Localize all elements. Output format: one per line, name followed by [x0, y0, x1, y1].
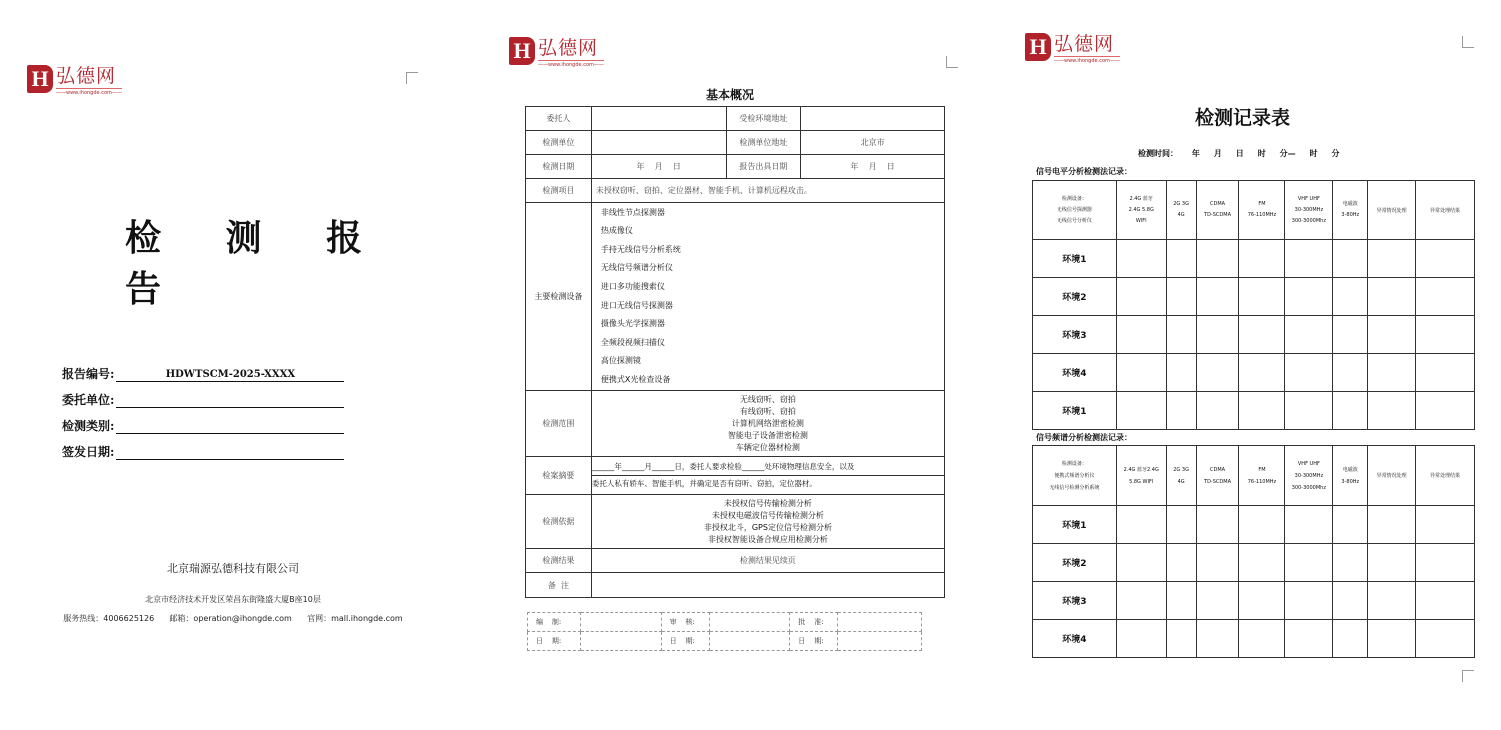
overview-title: 基本概况: [706, 88, 755, 102]
issue-date-field: [62, 443, 344, 460]
header-line: WIFI: [1135, 217, 1147, 224]
report-number-value[interactable]: HDWTSCM-2025-XXXX: [116, 367, 344, 382]
test-items-label: 检测项目: [526, 179, 592, 203]
site-address-value[interactable]: [801, 107, 945, 131]
list-item: 无线窃听、窃拍: [739, 394, 796, 404]
header-line: 无线信号探测器: [1056, 206, 1092, 213]
client-value[interactable]: [591, 107, 726, 131]
cell[interactable]: [1239, 544, 1285, 582]
approver-label: 批 准:: [790, 613, 838, 632]
list-item: 手持无线信号分析系统: [600, 244, 681, 254]
header-line: 2G 3G: [1173, 466, 1189, 473]
band-header: [1239, 446, 1285, 506]
band-header: [1239, 181, 1285, 240]
list-item: 非授权智能设备合规应用检测分析: [707, 534, 828, 544]
company-name: 北京瑞源弘德科技有限公司: [167, 562, 299, 575]
header-line: 检测设备：: [1061, 195, 1087, 202]
cell[interactable]: [1196, 316, 1239, 354]
cell[interactable]: [1333, 620, 1368, 658]
logo-icon: H: [509, 37, 535, 65]
cell[interactable]: [1196, 240, 1239, 278]
cell[interactable]: [1116, 506, 1166, 544]
cell[interactable]: [1116, 316, 1166, 354]
band-header: [1116, 181, 1166, 240]
list-item: 车辆定位器材检测: [735, 442, 800, 452]
cell[interactable]: [1285, 506, 1333, 544]
list-item: 进口无线信号探测器: [600, 300, 673, 310]
brand-name: 弘德网: [1054, 33, 1115, 55]
cell[interactable]: [1196, 354, 1239, 392]
cell[interactable]: [1116, 392, 1166, 430]
header-line: 300-3000Mhz: [1291, 217, 1326, 224]
header-line: 3-80Hz: [1341, 212, 1360, 218]
unit-address-value[interactable]: 北京市: [801, 131, 945, 155]
cell[interactable]: [1285, 582, 1333, 620]
cell[interactable]: [1196, 582, 1239, 620]
env-label: 环境3: [1033, 316, 1117, 354]
header-line: VHF UHF: [1297, 195, 1320, 202]
unit-value[interactable]: [591, 131, 726, 155]
cell[interactable]: [1285, 316, 1333, 354]
cell[interactable]: [1166, 620, 1196, 658]
env-label: 环境2: [1033, 278, 1117, 316]
field-label: 检测类别:: [62, 419, 115, 433]
test-date-value[interactable]: 年 月 日: [591, 155, 726, 179]
report-number-field: [62, 365, 344, 382]
cell[interactable]: [1166, 506, 1196, 544]
spectrum-section-title: 信号频谱分析检测法记录：: [1036, 433, 1132, 442]
client-unit-field: [62, 391, 344, 408]
cell[interactable]: [1239, 582, 1285, 620]
list-item: 未授权信号传输检测分析: [723, 498, 812, 508]
cell[interactable]: [1116, 544, 1166, 582]
cell[interactable]: [1239, 240, 1285, 278]
field-label: 委托单位:: [62, 393, 115, 407]
cell[interactable]: [1333, 506, 1368, 544]
cell[interactable]: [1239, 392, 1285, 430]
brand-logo: [509, 37, 604, 68]
list-item: 便携式X光检查设备: [600, 374, 671, 384]
header-line: 5.8G WIFI: [1129, 478, 1154, 485]
basis-label: 检测依据: [526, 495, 592, 549]
overview-page: [500, 0, 970, 730]
company-contact: 服务热线：4006625126 邮箱：operation@ihongde.com 官网：mall.ihongde.com: [63, 614, 403, 623]
device-header: [1033, 446, 1117, 506]
test-category-field: [62, 417, 344, 434]
logo-icon: H: [27, 65, 53, 93]
header-line: TD-SCDMA: [1204, 478, 1231, 485]
crop-mark: [946, 56, 958, 68]
anomaly-handling-header: 异常情况处理: [1368, 446, 1416, 506]
test-date-label: 检测日期: [526, 155, 592, 179]
env-label: 环境4: [1033, 620, 1117, 658]
cell[interactable]: [1416, 392, 1475, 430]
unit-address-label: 检测单位地址: [726, 131, 801, 155]
cell[interactable]: [1285, 278, 1333, 316]
cell[interactable]: [1116, 354, 1166, 392]
report-date-value[interactable]: 年 月 日: [801, 155, 945, 179]
reviewer-label: 审 核:: [661, 613, 709, 632]
header-line: 检测设备：: [1061, 460, 1087, 467]
date-label: 日 期:: [528, 632, 581, 651]
env-label: 环境1: [1033, 506, 1117, 544]
cell[interactable]: [1416, 316, 1475, 354]
list-item: 智能电子设备泄密检测: [727, 430, 808, 440]
test-time: 检测时间： 年 月 日 时 分— 时 分: [1138, 149, 1340, 158]
result-value: 检测结果见续页: [591, 549, 944, 573]
client-unit-value[interactable]: [116, 393, 344, 408]
header-line: 4G: [1177, 212, 1185, 218]
cell[interactable]: [1368, 316, 1416, 354]
env-label: 环境1: [1033, 240, 1117, 278]
date-label: 日 期:: [790, 632, 838, 651]
brand-logo: [1025, 33, 1120, 64]
editor-value[interactable]: [580, 613, 661, 632]
issue-date-value[interactable]: [116, 445, 344, 460]
cell[interactable]: [1196, 544, 1239, 582]
cell[interactable]: [1333, 544, 1368, 582]
cell[interactable]: [1239, 278, 1285, 316]
cell[interactable]: [1416, 278, 1475, 316]
header-line: 300-3000Mhz: [1291, 484, 1326, 491]
remark-label: 备 注: [526, 573, 592, 598]
header-line: FM: [1258, 466, 1266, 473]
list-item: 高位探测镜: [600, 356, 641, 366]
brand-url: ——www.ihongde.com——: [538, 62, 604, 68]
cell[interactable]: [1416, 354, 1475, 392]
cell[interactable]: [1285, 544, 1333, 582]
env-label: 环境1: [1033, 392, 1117, 430]
list-item: 进口多功能搜索仪: [600, 281, 665, 291]
editor-label: 编 制:: [528, 613, 581, 632]
header-line: 76-110MHz: [1247, 212, 1277, 218]
cell[interactable]: [1116, 582, 1166, 620]
brand-name: 弘德网: [538, 37, 599, 59]
cover-page: [0, 0, 466, 730]
client-label: 委托人: [526, 107, 592, 131]
cell[interactable]: [1239, 354, 1285, 392]
cell[interactable]: [1368, 278, 1416, 316]
header-line: 76-110MHz: [1247, 478, 1277, 485]
brand-url: ——www.ihongde.com——: [1054, 58, 1120, 64]
record-page: [1010, 0, 1501, 730]
approver-value[interactable]: [838, 613, 922, 632]
cell[interactable]: [1166, 582, 1196, 620]
header-line: 2.4G 5.8G: [1128, 206, 1154, 213]
scope-label: 检测范围: [526, 391, 592, 457]
env-label: 环境4: [1033, 354, 1117, 392]
logo-icon: H: [1025, 33, 1051, 61]
cell[interactable]: [1196, 392, 1239, 430]
header-line: FM: [1258, 201, 1266, 207]
anomaly-handling-header: 异常情况处理: [1368, 181, 1416, 240]
header-line: VHF UHF: [1297, 460, 1320, 467]
date-value[interactable]: [838, 632, 922, 651]
header-line: 30-300MHz: [1294, 206, 1324, 213]
header-line: 电磁波: [1342, 201, 1358, 207]
cell[interactable]: [1116, 240, 1166, 278]
cell[interactable]: [1239, 316, 1285, 354]
cell[interactable]: [1368, 392, 1416, 430]
field-label: 签发日期:: [62, 445, 115, 459]
list-item: 计算机网络泄密检测: [731, 418, 804, 428]
header-line: 2.4G 蓝牙: [1129, 195, 1153, 202]
signature-table: [527, 612, 922, 651]
cell[interactable]: [1166, 316, 1196, 354]
spectrum-record-table: [1032, 445, 1475, 658]
cell[interactable]: [1166, 392, 1196, 430]
band-header: [1196, 181, 1239, 240]
header-line: 2G 3G: [1173, 201, 1189, 207]
list-item: 非授权北斗，GPS定位信号检测分析: [703, 522, 832, 532]
cell[interactable]: [1416, 582, 1475, 620]
field-label: 报告编号:: [62, 367, 115, 381]
cell[interactable]: [1116, 278, 1166, 316]
env-label: 环境3: [1033, 582, 1117, 620]
summary-line: 委托人私有轿车、智能手机，并确定是否有窃听、窃拍，定位器材。: [592, 475, 944, 492]
scope-list: [591, 391, 944, 457]
device-header: [1033, 181, 1117, 240]
list-item: 全频段视频扫描仪: [600, 337, 665, 347]
header-line: 2.4G 蓝牙2.4G: [1123, 466, 1159, 473]
cell[interactable]: [1166, 544, 1196, 582]
date-value[interactable]: [580, 632, 661, 651]
unit-label: 检测单位: [526, 131, 592, 155]
cell[interactable]: [1368, 620, 1416, 658]
list-item: 摄像头光学探测器: [600, 319, 665, 329]
cell[interactable]: [1285, 354, 1333, 392]
cell[interactable]: [1333, 582, 1368, 620]
cell[interactable]: [1416, 506, 1475, 544]
list-item: 未授权电磁波信号传输检测分析: [711, 510, 824, 520]
header-line: 便携式频谱分析仪: [1054, 472, 1095, 479]
summary-line: ______年______月______日，委托人要求检验______处环境物理信息安全，以及: [591, 462, 855, 471]
cell[interactable]: [1196, 620, 1239, 658]
anomaly-result-header: 异常处理结果: [1416, 181, 1475, 240]
header-line: 无线信号分析仪: [1056, 217, 1092, 224]
cell[interactable]: [1285, 392, 1333, 430]
basis-list: [591, 495, 944, 549]
brand-name: 弘德网: [56, 65, 117, 87]
cell[interactable]: [1285, 240, 1333, 278]
list-item: 有线窃听、窃拍: [739, 406, 796, 416]
band-header: [1285, 446, 1333, 506]
cell[interactable]: [1368, 506, 1416, 544]
list-item: 无线信号频谱分析仪: [600, 263, 673, 273]
cell[interactable]: [1416, 240, 1475, 278]
cell[interactable]: [1116, 620, 1166, 658]
cell[interactable]: [1416, 620, 1475, 658]
list-item: 非线性节点探测器: [600, 207, 665, 217]
site-address-label: 受检环境地址: [726, 107, 801, 131]
band-header: [1196, 446, 1239, 506]
brand-logo: [27, 65, 122, 96]
header-line: 无线信号检测分析系统: [1049, 484, 1100, 491]
header-line: CDMA: [1209, 201, 1226, 207]
cell[interactable]: [1196, 278, 1239, 316]
header-line: 电磁波: [1342, 466, 1358, 473]
remark-value[interactable]: [591, 573, 944, 598]
cell[interactable]: [1239, 506, 1285, 544]
record-title: 检测记录表: [1195, 107, 1291, 129]
reviewer-value[interactable]: [709, 613, 790, 632]
test-items-value: 未授权窃听、窃拍、定位器材、智能手机、计算机远程攻击。: [591, 179, 944, 203]
result-label: 检测结果: [526, 549, 592, 573]
anomaly-result-header: 异常处理结果: [1416, 446, 1475, 506]
crop-mark: [1462, 36, 1474, 48]
cell[interactable]: [1368, 544, 1416, 582]
cell[interactable]: [1166, 278, 1196, 316]
crop-mark: [406, 72, 418, 84]
level-record-table: [1032, 180, 1475, 430]
list-item: 热成像仪: [600, 226, 633, 236]
cell[interactable]: [1333, 354, 1368, 392]
summary-label: 检案摘要: [526, 457, 592, 495]
header-line: CDMA: [1209, 466, 1226, 473]
report-title: 检 测 报 告: [125, 217, 389, 310]
cell[interactable]: [1333, 278, 1368, 316]
crop-mark: [1462, 670, 1474, 682]
brand-url: ——www.ihongde.com——: [56, 90, 122, 96]
cell[interactable]: [1285, 620, 1333, 658]
date-label: 日 期:: [661, 632, 709, 651]
equipment-label: 主要检测设备: [526, 203, 592, 391]
cell[interactable]: [1368, 582, 1416, 620]
cell[interactable]: [1239, 620, 1285, 658]
header-line: 3-80Hz: [1341, 478, 1360, 485]
date-value[interactable]: [709, 632, 790, 651]
cell[interactable]: [1368, 354, 1416, 392]
band-header: [1116, 446, 1166, 506]
header-line: TD-SCDMA: [1204, 212, 1231, 218]
cell[interactable]: [1333, 240, 1368, 278]
band-header: [1333, 446, 1368, 506]
cell[interactable]: [1166, 240, 1196, 278]
company-address: 北京市经济技术开发区荣昌东街隆盛大厦B座10层: [145, 595, 321, 604]
cell[interactable]: [1333, 316, 1368, 354]
test-category-value[interactable]: [116, 419, 344, 434]
cell[interactable]: [1416, 544, 1475, 582]
level-section-title: 信号电平分析检测法记录：: [1036, 167, 1132, 176]
cell[interactable]: [1166, 354, 1196, 392]
env-label: 环境2: [1033, 544, 1117, 582]
report-date-label: 报告出具日期: [726, 155, 801, 179]
summary-value: [591, 457, 944, 495]
band-header: [1285, 181, 1333, 240]
header-line: 30-300MHz: [1294, 472, 1324, 479]
band-header: [1166, 446, 1196, 506]
band-header: [1333, 181, 1368, 240]
band-header: [1166, 181, 1196, 240]
cell[interactable]: [1333, 392, 1368, 430]
header-line: 4G: [1177, 478, 1185, 485]
equipment-list: [591, 203, 944, 391]
cell[interactable]: [1368, 240, 1416, 278]
overview-table: [525, 106, 945, 598]
cell[interactable]: [1196, 506, 1239, 544]
